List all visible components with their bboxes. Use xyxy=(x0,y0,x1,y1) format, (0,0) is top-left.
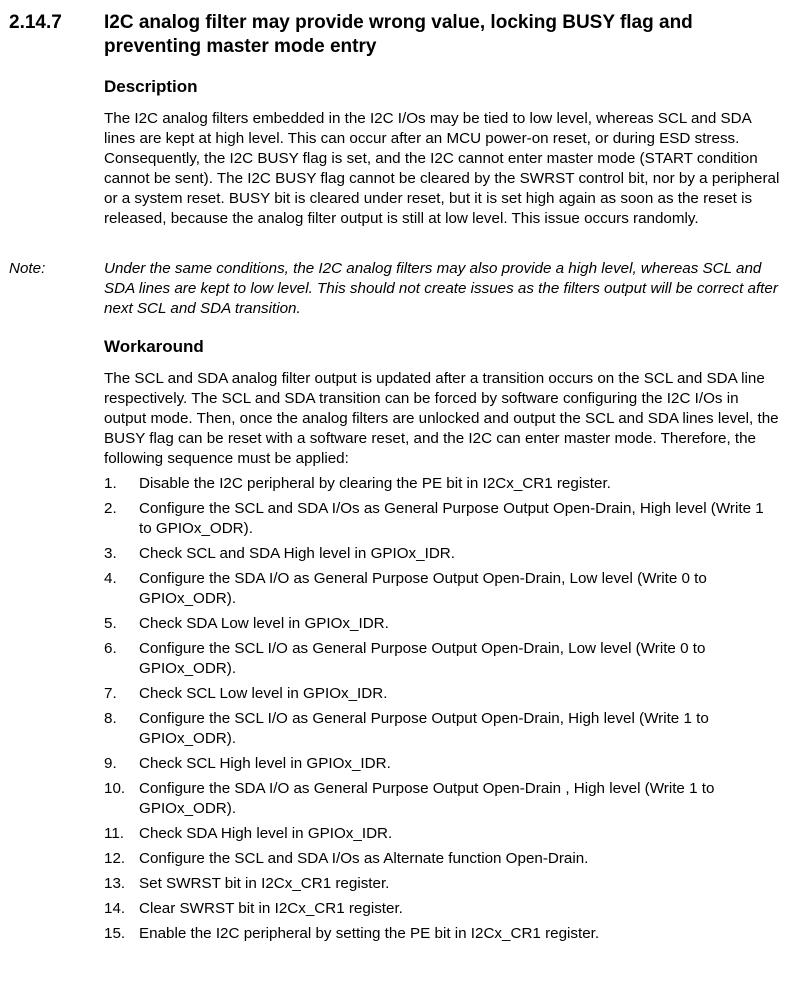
step-number: 13. xyxy=(104,875,126,892)
step-text: Check SCL and SDA High level in GPIOx_IDR. xyxy=(139,545,455,562)
workaround-step xyxy=(104,544,780,564)
step-text: Disable the I2C peripheral by clearing the PE bit in I2Cx_CR1 register. xyxy=(139,475,611,492)
description-heading: Description xyxy=(104,77,198,96)
step-text: Configure the SCL and SDA I/Os as General Purpose Output Open-Drain, High level (Write 1 to GPIOx_ODR). xyxy=(139,500,764,537)
step-number: 5. xyxy=(104,615,117,632)
workaround-step xyxy=(104,569,780,609)
step-number: 10. xyxy=(104,780,126,797)
note-text: Under the same conditions, the I2C analog filters may also provide a high level, whereas SCL and SDA lines are kept to low level. This should not create issues as the filters output will be correct after next SCL and SDA transition. xyxy=(104,260,778,317)
step-number: 3. xyxy=(104,545,117,562)
step-number: 4. xyxy=(104,570,117,587)
step-text: Check SCL Low level in GPIOx_IDR. xyxy=(139,685,388,702)
step-number: 11. xyxy=(104,825,124,842)
workaround-step xyxy=(104,639,780,679)
step-number: 8. xyxy=(104,710,117,727)
section-title: I2C analog filter may provide wrong value, locking BUSY flag and preventing master mode entry xyxy=(104,12,693,57)
step-text: Clear SWRST bit in I2Cx_CR1 register. xyxy=(139,900,403,917)
workaround-step xyxy=(104,709,780,749)
step-number: 1. xyxy=(104,475,117,492)
workaround-step xyxy=(104,754,780,774)
step-text: Check SDA Low level in GPIOx_IDR. xyxy=(139,615,389,632)
workaround-step xyxy=(104,474,780,494)
section-number: 2.14.7 xyxy=(9,12,62,33)
workaround-text: The SCL and SDA analog filter output is updated after a transition occurs on the SCL and SDA line respectively. The SCL and SDA transition can be forced by software configuring the I2C I/Os in output mode. Then, once the analog filters are unlocked and output the SCL and SDA lines level, the BUSY flag can be reset with a software reset, and the I2C can enter master mode. Therefore, the following sequence must be applied: xyxy=(104,370,779,467)
workaround-step xyxy=(104,684,780,704)
workaround-heading: Workaround xyxy=(104,337,204,356)
step-text: Configure the SDA I/O as General Purpose Output Open-Drain , High level (Write 1 to GPIOx_ODR). xyxy=(139,780,715,817)
workaround-step xyxy=(104,824,780,844)
step-text: Configure the SCL I/O as General Purpose Output Open-Drain, High level (Write 1 to GPIOx_ODR). xyxy=(139,710,709,747)
step-number: 15. xyxy=(104,925,126,942)
workaround-step xyxy=(104,899,780,919)
workaround-steps-list xyxy=(104,474,780,949)
step-number: 2. xyxy=(104,500,117,517)
step-text: Configure the SDA I/O as General Purpose Output Open-Drain, Low level (Write 0 to GPIOx_ODR). xyxy=(139,570,707,607)
step-number: 12. xyxy=(104,850,126,867)
step-number: 7. xyxy=(104,685,117,702)
step-text: Configure the SCL I/O as General Purpose Output Open-Drain, Low level (Write 0 to GPIOx_ODR). xyxy=(139,640,706,677)
step-text: Check SDA High level in GPIOx_IDR. xyxy=(139,825,393,842)
workaround-step xyxy=(104,874,780,894)
step-number: 6. xyxy=(104,640,117,657)
workaround-step xyxy=(104,614,780,634)
step-text: Check SCL High level in GPIOx_IDR. xyxy=(139,755,391,772)
step-number: 14. xyxy=(104,900,126,917)
workaround-step xyxy=(104,779,780,819)
workaround-step xyxy=(104,499,780,539)
step-text: Set SWRST bit in I2Cx_CR1 register. xyxy=(139,875,390,892)
note-label: Note: xyxy=(9,260,46,277)
description-text: The I2C analog filters embedded in the I2C I/Os may be tied to low level, whereas SCL and SDA lines are kept at high level. This can occur after an MCU power-on reset, or during ESD stress. Consequently, the I2C BUSY flag is set, and the I2C cannot enter master mode (START condition cannot be sent). The I2C BUSY flag cannot be cleared by the SWRST control bit, nor by a peripheral or a system reset. BUSY bit is cleared under reset, but it is set high again as soon as the reset is released, because the analog filter output is still at low level. This issue occurs randomly. xyxy=(104,110,780,227)
workaround-step xyxy=(104,924,780,944)
step-number: 9. xyxy=(104,755,117,772)
step-text: Configure the SCL and SDA I/Os as Alternate function Open-Drain. xyxy=(139,850,589,867)
workaround-step xyxy=(104,849,780,869)
step-text: Enable the I2C peripheral by setting the PE bit in I2Cx_CR1 register. xyxy=(139,925,600,942)
